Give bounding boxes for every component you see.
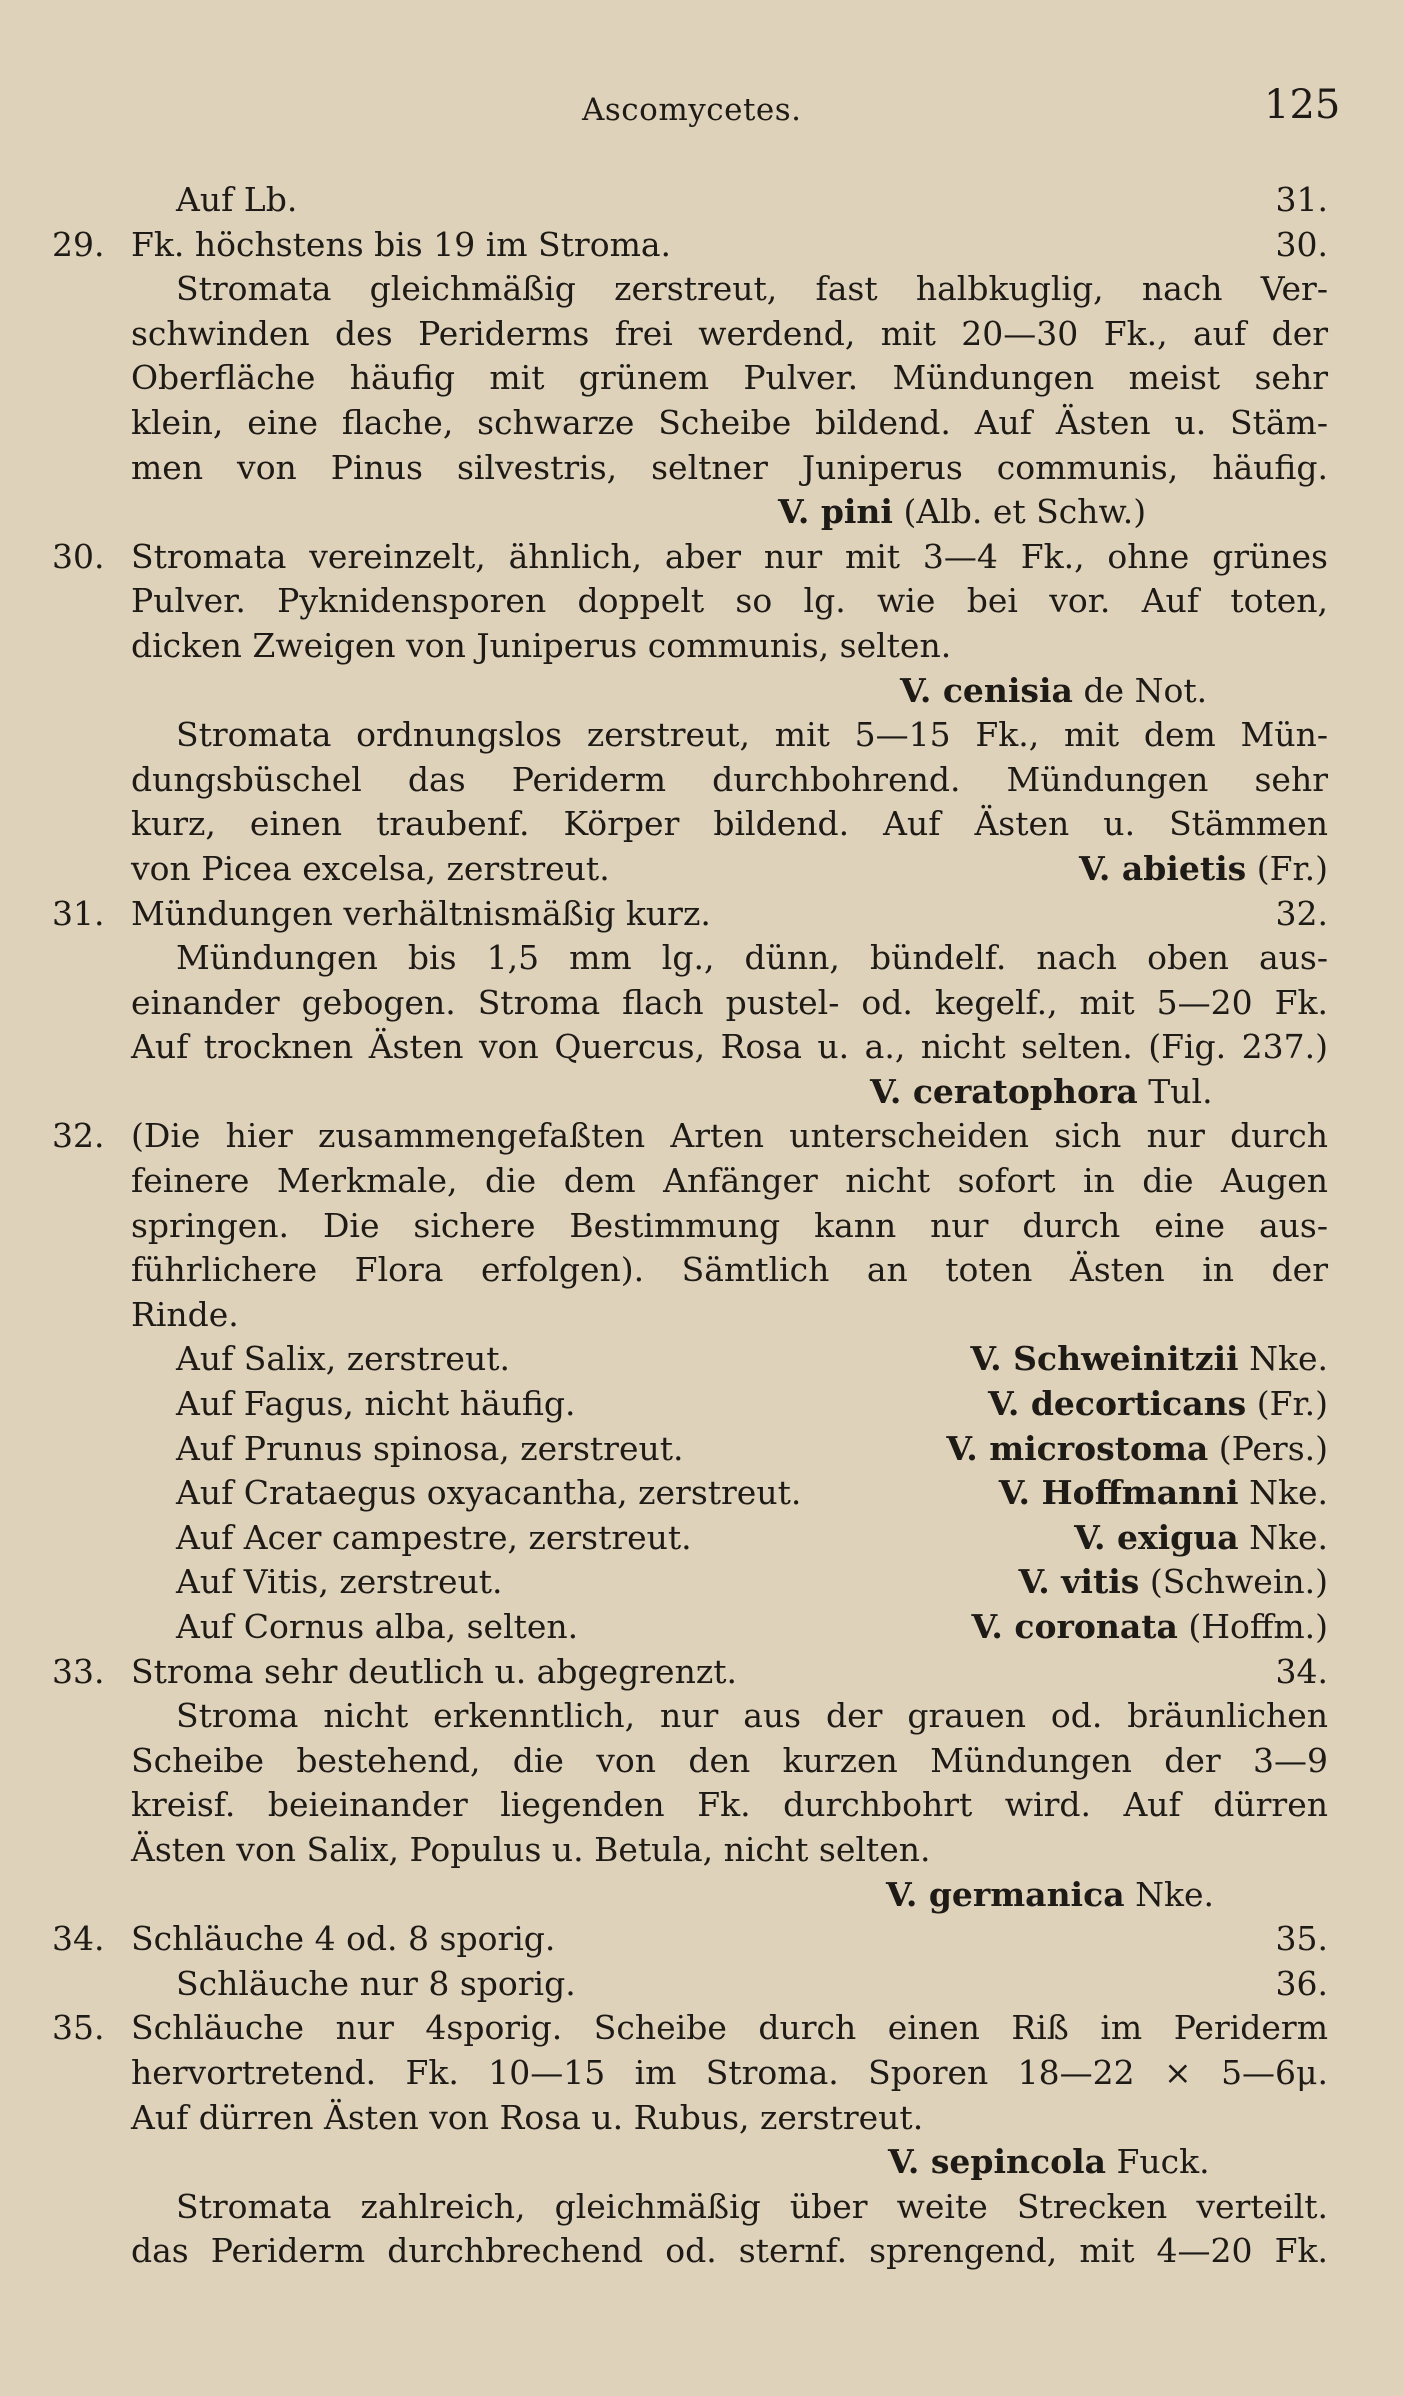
species-name: V. abietis (Fr.) xyxy=(1079,848,1328,888)
species-name: V. Schweinitzii Nke. xyxy=(970,1339,1328,1379)
key-line: 30. Stromata vereinzelt, ähnlich, aber nur mit 3—4 Fk., ohne grünes xyxy=(0,535,1404,580)
key-line: Auf trocknen Ästen von Quercus, Rosa u. a., nicht selten. (Fig. 237.) xyxy=(131,1027,1328,1067)
page-number: 125 xyxy=(1264,82,1341,128)
host-line: Auf Fagus, nicht häufig. V. decorticans (Fr.) xyxy=(0,1382,1404,1427)
key-line: men von Pinus silvestris, seltner Juniperus communis, häufig. xyxy=(131,447,1328,487)
host-line: Auf Vitis, zerstreut. V. vitis (Schwein.) xyxy=(0,1560,1404,1605)
couplet-number: 35. xyxy=(52,2008,105,2048)
host-line: Auf Prunus spinosa, zerstreut. V. microstoma (Pers.) xyxy=(0,1427,1404,1472)
key-line: 31. Mündungen verhältnismäßig kurz. 32. xyxy=(0,892,1404,937)
key-line: Ästen von Salix, Populus u. Betula, nicht selten. xyxy=(131,1829,931,1869)
species-name: V. exigua Nke. xyxy=(1074,1517,1328,1557)
key-line: Stromata gleichmäßig zerstreut, fast halbkuglig, nach Ver- xyxy=(176,269,1328,309)
key-line: Stroma nicht erkenntlich, nur aus der grauen od. bräunlichen xyxy=(176,1696,1328,1736)
key-line: 33. Stroma sehr deutlich u. abgegrenzt. 34. xyxy=(0,1650,1404,1695)
running-title: Ascomycetes. xyxy=(582,92,802,128)
couplet-number: 29. xyxy=(52,224,105,264)
key-text xyxy=(0,178,1404,2274)
key-line: 32. (Die hier zusammengefaßten Arten unterscheiden sich nur durch xyxy=(0,1114,1404,1159)
species-name: V. microstoma (Pers.) xyxy=(946,1428,1328,1468)
species-line xyxy=(0,490,1404,535)
species-name: V. germanica Nke. xyxy=(886,1874,1214,1914)
key-line: Scheibe bestehend, die von den kurzen Mündungen der 3—9 xyxy=(131,1740,1328,1780)
couplet-number: 33. xyxy=(52,1651,105,1691)
key-line: kurz, einen traubenf. Körper bildend. Auf Ästen u. Stämmen xyxy=(131,804,1328,844)
species-name: V. ceratophora Tul. xyxy=(870,1071,1213,1111)
key-line: Oberfläche häufig mit grünem Pulver. Mündungen meist sehr xyxy=(131,358,1328,398)
couplet-number: 30. xyxy=(52,536,105,576)
key-line: dicken Zweigen von Juniperus communis, selten. xyxy=(131,625,952,665)
couplet-number: 32. xyxy=(52,1116,105,1156)
species-line xyxy=(0,2140,1404,2185)
species-name: V. coronata (Hoffm.) xyxy=(971,1607,1328,1646)
species-line xyxy=(0,1873,1404,1918)
key-line: 34. Schläuche 4 od. 8 sporig. 35. xyxy=(0,1917,1404,1962)
key-line: Auf Lb. 31. xyxy=(0,178,1404,223)
key-line: Mündungen bis 1,5 mm lg., dünn, bündelf. nach oben aus- xyxy=(176,938,1328,978)
key-line: führlichere Flora erfolgen). Sämtlich an toten Ästen in der xyxy=(131,1250,1328,1290)
key-line: Rinde. xyxy=(131,1294,239,1334)
key-reference: 30. xyxy=(1275,224,1328,264)
key-line: einander gebogen. Stroma flach pustel- od. kegelf., mit 5—20 Fk. xyxy=(131,982,1328,1022)
key-line: Auf dürren Ästen von Rosa u. Rubus, zerstreut. xyxy=(131,2097,924,2137)
key-line: springen. Die sichere Bestimmung kann nur durch eine aus- xyxy=(131,1205,1328,1245)
key-line: das Periderm durchbrechend od. sternf. sprengend, mit 4—20 Fk. xyxy=(131,2231,1328,2271)
species-name: V. Hoffmanni Nke. xyxy=(998,1473,1328,1513)
host-line: Auf Acer campestre, zerstreut. V. exigua Nke. xyxy=(0,1516,1404,1561)
key-reference: 35. xyxy=(1275,1919,1328,1959)
key-reference: 31. xyxy=(1275,180,1328,219)
species-line xyxy=(0,1070,1404,1115)
species-name: V. sepincola Fuck. xyxy=(888,2142,1210,2182)
key-reference: 34. xyxy=(1275,1651,1328,1691)
species-name: V. pini (Alb. et Schw.) xyxy=(778,492,1147,532)
species-name: V. decorticans (Fr.) xyxy=(988,1384,1328,1424)
key-reference: 32. xyxy=(1275,893,1328,933)
key-line: Stromata ordnungslos zerstreut, mit 5—15 Fk., mit dem Mün- xyxy=(176,715,1328,755)
couplet-number: 31. xyxy=(52,893,105,933)
key-line: 35. Schläuche nur 4sporig. Scheibe durch einen Riß im Periderm xyxy=(0,2006,1404,2051)
key-line: feinere Merkmale, die dem Anfänger nicht sofort in die Augen xyxy=(131,1161,1328,1201)
key-line: kreisf. beieinander liegenden Fk. durchbohrt wird. Auf dürren xyxy=(131,1785,1328,1825)
key-reference: 36. xyxy=(1275,1963,1328,2003)
species-name: V. cenisia de Not. xyxy=(900,670,1208,710)
key-line: Schläuche nur 8 sporig. 36. xyxy=(0,1962,1404,2007)
key-line: 29. Fk. höchstens bis 19 im Stroma. 30. xyxy=(0,223,1404,268)
page-header xyxy=(0,82,1404,134)
key-line: Stromata zahlreich, gleichmäßig über weite Strecken verteilt. xyxy=(176,2186,1328,2226)
host-line: Auf Crataegus oxyacantha, zerstreut. V. Hoffmanni Nke. xyxy=(0,1471,1404,1516)
host-line: Auf Salix, zerstreut. V. Schweinitzii Nke. xyxy=(0,1337,1404,1382)
species-line xyxy=(0,669,1404,714)
key-line: dungsbüschel das Periderm durchbohrend. Mündungen sehr xyxy=(131,759,1328,799)
species-name: V. vitis (Schwein.) xyxy=(1018,1562,1328,1602)
couplet-number: 34. xyxy=(52,1919,105,1959)
host-line: Auf Cornus alba, selten. V. coronata (Hoffm.) xyxy=(0,1605,1404,1650)
key-line: klein, eine flache, schwarze Scheibe bildend. Auf Ästen u. Stäm- xyxy=(131,402,1328,442)
key-line: Pulver. Pyknidensporen doppelt so lg. wie bei vor. Auf toten, xyxy=(131,581,1328,621)
key-line: hervortretend. Fk. 10—15 im Stroma. Sporen 18—22 × 5—6μ. xyxy=(131,2052,1328,2092)
key-line: schwinden des Periderms frei werdend, mit 20—30 Fk., auf der xyxy=(131,313,1328,353)
key-line: von Picea excelsa, zerstreut. V. abietis (Fr.) xyxy=(0,847,1404,892)
